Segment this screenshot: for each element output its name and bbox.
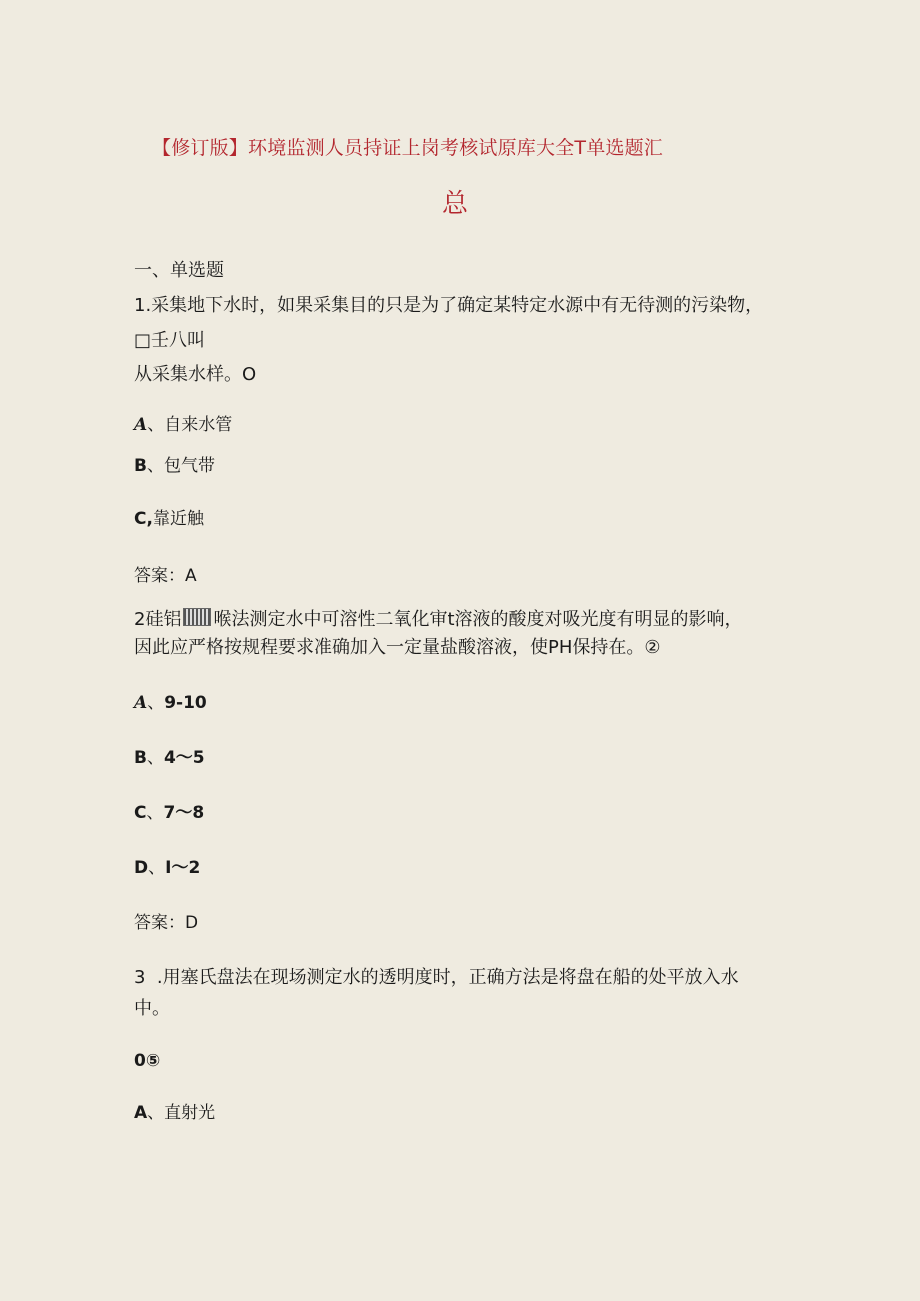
q2-text-pre: 2硅铝 <box>134 609 182 630</box>
q1-option-c <box>134 507 204 531</box>
q2-option-b <box>134 746 205 770</box>
option-sep: 、 <box>146 456 164 476</box>
option-text: 靠近触 <box>152 509 204 529</box>
option-text: I〜2 <box>165 858 201 878</box>
section-heading: 一、单选题 <box>134 260 224 281</box>
option-text: 7〜8 <box>163 803 205 823</box>
option-text: 自来水管 <box>164 415 233 435</box>
option-letter: C <box>134 509 147 529</box>
q2-text-line1 <box>134 608 743 632</box>
q1-answer: 答案：A <box>134 566 197 586</box>
q2-option-a <box>134 691 207 715</box>
option-text: 直射光 <box>164 1103 216 1123</box>
q2-text-post: 喉法测定水中可溶性二氧化审t溶液的酸度对吸光度有明显的影响， <box>213 609 743 630</box>
option-sep: 、 <box>147 415 165 435</box>
option-letter: A <box>134 415 148 435</box>
q2-option-d <box>134 856 200 880</box>
q3-text-line3: 0⑤ <box>134 1051 161 1071</box>
option-letter: B <box>134 456 147 476</box>
option-text: 包气带 <box>163 456 215 476</box>
q3-option-a <box>134 1101 215 1125</box>
option-sep: 、 <box>147 693 165 713</box>
q2-option-c <box>134 801 204 825</box>
option-sep: 、 <box>146 803 164 823</box>
option-sep: 、 <box>146 748 164 768</box>
q3-text-line2: 中。 <box>134 998 170 1019</box>
option-letter: A <box>134 1103 148 1123</box>
q2-text-line2: 因此应严格按规程要求准确加入一定量盐酸溶液，使PH保持在。② <box>134 637 661 658</box>
option-letter: A <box>134 693 148 713</box>
option-letter: B <box>134 748 147 768</box>
q3-text-line1: 3 .用塞氏盘法在现场测定水的透明度时，正确方法是将盘在船的处平放入水 <box>134 967 739 988</box>
q1-option-a <box>134 413 232 437</box>
q1-option-b <box>134 454 215 478</box>
option-text: 4〜5 <box>163 748 205 768</box>
option-letter: C <box>134 803 147 823</box>
q2-answer: 答案：D <box>134 913 199 933</box>
doc-title-line1: 【修订版】环境监测人员持证上岗考核试原库大全T单选题汇 <box>152 137 664 159</box>
q1-text-line1: 1.采集地下水时，如果采集目的只是为了确定某特定水源中有无待测的污染物， <box>134 295 764 316</box>
q1-text-line2: □壬八叫 <box>134 330 206 351</box>
option-letter: D <box>134 858 149 878</box>
option-sep: , <box>146 509 153 529</box>
option-sep: 、 <box>147 1103 165 1123</box>
option-text: 9-10 <box>164 693 207 713</box>
q1-text-line3: 从采集水样。O <box>134 364 257 385</box>
option-sep: 、 <box>148 858 166 878</box>
garbled-glyph-image <box>183 608 211 626</box>
doc-title-line2: 总 <box>441 189 468 219</box>
